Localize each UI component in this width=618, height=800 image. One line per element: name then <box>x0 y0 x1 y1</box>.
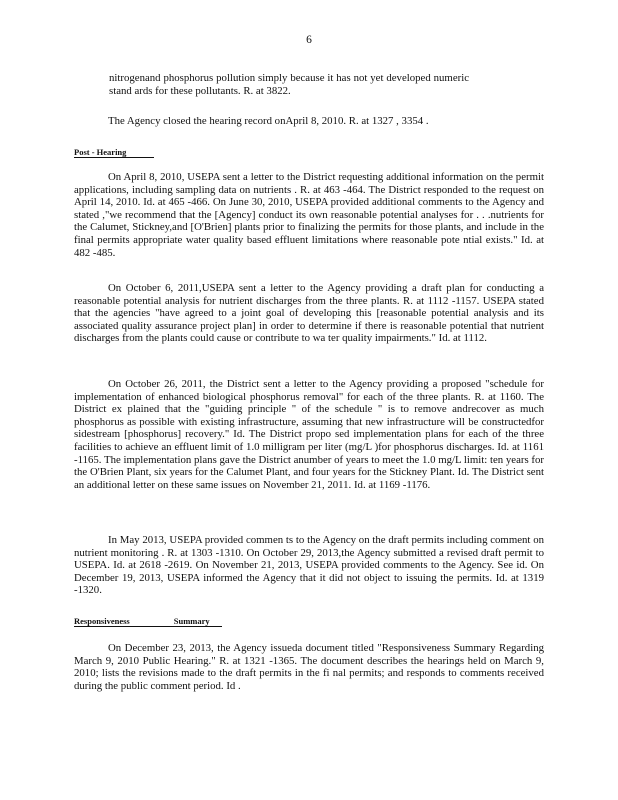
continuation-text: nitrogenand phosphorus pollution simply because it has not yet developed numeric stand ards for these pollutants. R. at 3822. <box>109 72 469 97</box>
paragraph-october-6-2011: On October 6, 2011,USEPA sent a letter to the Agency providing a draft plan for conducting a reasonable potential analysis for nutrient discharges from the three plants. R. at 1112 -1157. USEPA stated that the agencies "have agreed to a joint goal of developing this [reasonable potential analysis and its associated quality assurance project plan] in order to determine if there is reasonable potential that nutrient discharges from the plants could cause or contribute to wa ter quality impairments." Id. at 1112. <box>74 282 544 345</box>
paragraph-december-2013: On December 23, 2013, the Agency issueda document titled "Responsiveness Summary Regarding March 9, 2010 Public Hearing." R. at 1321 -1365. The document describes the hearings held on March 9, 2010; lists the revisions made to the draft permits in the fi nal permits; and responds to comments received during the public comment period. Id . <box>74 642 544 692</box>
record-closed-paragraph: The Agency closed the hearing record onApril 8, 2010. R. at 1327 , 3354 . <box>108 115 429 127</box>
section-heading-post-hearing <box>74 147 154 158</box>
section-heading-responsiveness-text: Responsiveness <box>74 616 130 626</box>
paragraph-october-26-2011: On October 26, 2011, the District sent a letter to the Agency providing a proposed "schedule for implementation of enhanced biological phosphorus removal" for each of the three plants. R. at 1160. The District ex plained that the "guiding principle " of the schedule " is to remove andrecover as much phosphorus as possible with existing infrastructure, assuming that new infrastructure will be constructedfor sidestream [phosphorus] recovery." Id. The District propo sed implementation plans for each of the three facilities to achieve an effluent limit of 1.0 milligram per liter (mg/L )for phosphorus discharges. Id. at 1161 -1165. The implementation plans gave the District anumber of years to meet the 1.0 mg/L limit: ten years for the O'Brien Plant, six years for the Calumet Plant, and four years for the Stickney Plant. Id. The District sent an additional letter on these same issues on November 21, 2011. Id. at 1169 -1176. <box>74 378 544 491</box>
section-heading-post-hearing-text: Post - Hearing <box>74 147 127 157</box>
section-heading-responsiveness-summary <box>74 616 222 627</box>
paragraph-april-2010: On April 8, 2010, USEPA sent a letter to the District requesting additional information on the permit applications, including sampling data on nutrients . R. at 463 -464. The District responded to the request on April 14, 2010. Id. at 465 -466. On June 30, 2010, USEPA provided additional comments to the Agency and stated ,"we recommend that the [Agency] conduct its own reasonable potential analyses for . . .nutrients for the Calumet, Stickney,and [O'Brien] plants prior to finalizing the permits for those plants, and include in the final permits appropriate water quality based effluent limitations where reasonable pote ntial exists." Id. at 482 -485. <box>74 171 544 259</box>
page-number: 6 <box>306 34 312 46</box>
paragraph-may-2013: In May 2013, USEPA provided commen ts to the Agency on the draft permits including comment on nutrient monitoring . R. at 1303 -1310. On October 29, 2013,the Agency submitted a revised draft permit to USEPA. Id. at 2618 -2619. On November 21, 2013, USEPA provided comments to the Agency. See id. On December 19, 2013, USEPA informed the Agency that it did not object to issuing the permits. Id. at 1319 -1320. <box>74 534 544 597</box>
section-heading-summary-text: Summary <box>173 616 210 626</box>
